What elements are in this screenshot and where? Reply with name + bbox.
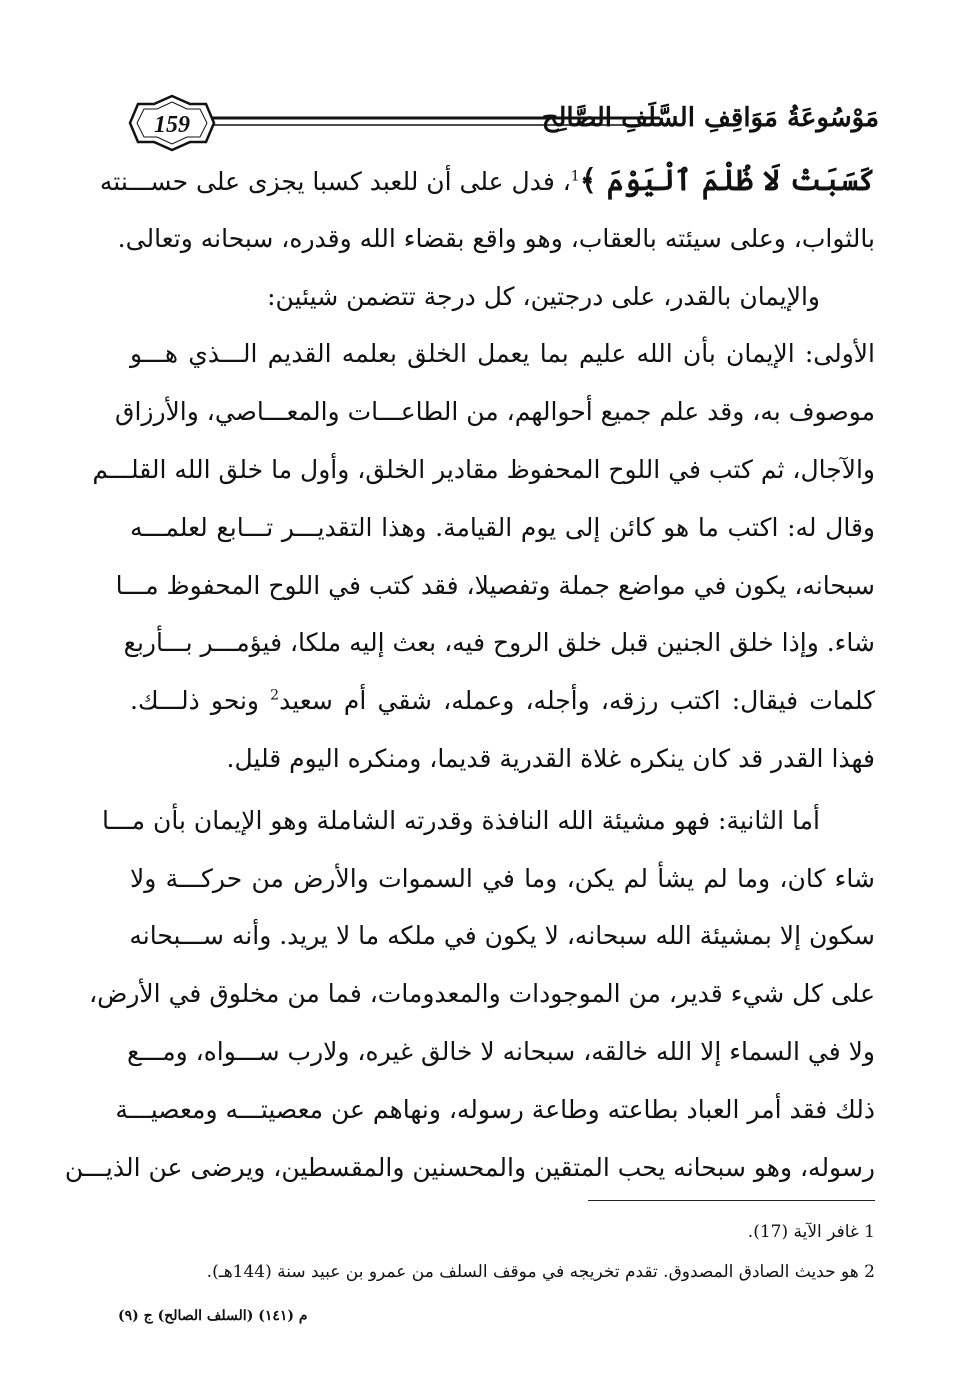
footnote-1-mark: 1	[864, 1222, 875, 1242]
text-line-8: سبحانه، يكون في مواضع جملة وتفصيلا، فقد كتب في اللوح المحفوظ مـــا	[115, 570, 875, 600]
text-line-15: على كل شيء قدير، من الموجودات والمعدومات، فما من مخلوق في الأرض،	[89, 979, 875, 1009]
text-line-10-tail: ونحو ذلـــك.	[130, 686, 271, 716]
text-line-7: وقال له: اكتب ما هو كائن إلى يوم القيامة. وهذا التقديـــر تـــابع لعلمـــه	[130, 512, 875, 542]
quran-verse: كَسَبَتْ لَا ظُلْمَ ٱلْيَوْمَ ﴾	[579, 163, 875, 197]
text-line-6: والآجال، ثم كتب في اللوح المحفوظ مقادير الخلق، وأول ما خلق الله القلـــم	[92, 454, 875, 484]
text-line-17: ذلك فقد أمر العباد بطاعته وطاعة رسوله، ونهاهم عن معصيتـــه ومعصيـــة	[115, 1094, 875, 1124]
footnote-ref-1: 1	[570, 168, 580, 185]
main-text	[64, 152, 876, 1196]
footnote-1-text: غافر الآية (17).	[747, 1222, 865, 1242]
text-line-4: الأولى: الإيمان بأن الله عليم بما يعمل الخلق بعلمه القديم الـــذي هـــو	[130, 339, 875, 369]
page-number: 159	[154, 111, 190, 138]
text-line-9: شاء. وإذا خلق الجنين قبل خلق الروح فيه، بعث إليه ملكا، فيؤمـــر بـــأربع	[123, 628, 875, 658]
text-line-14: سكون إلا بمشيئة الله سبحانه، لا يكون في ملكه ما لا يريد. وأنه ســـبحانه	[129, 921, 875, 951]
text-line-12: أما الثانية: فهو مشيئة الله النافذة وقدرته الشاملة وهو الإيمان بأن مـــا	[102, 805, 820, 835]
footnote-ref-2: 2	[270, 687, 280, 704]
printer-signature: م (١٤١) (السلف الصالح) ج (٩)	[118, 1308, 308, 1324]
page-header	[0, 0, 974, 160]
text-line-10	[130, 672, 875, 730]
footnote-divider	[588, 1200, 875, 1201]
footnote-2-text: هو حديث الصادق المصدوق. تقدم تخريجه في موقف السلف من عمرو بن عبيد سنة (144هـ).	[206, 1262, 865, 1282]
text-line-10-head: كلمات فيقال: اكتب رزقه، وأجله، وعمله، شقي أم سعيد	[279, 686, 876, 716]
text-line-2: بالثواب، وعلى سيئته بالعقاب، وهو واقع بقضاء الله وقدره، سبحانه وتعالى.	[117, 223, 875, 253]
text-line-18: رسوله، وهو سبحانه يحب المتقين والمحسنين والمقسطين، ويرضى عن الذيـــن	[64, 1152, 875, 1182]
footnote-2-mark: 2	[864, 1262, 875, 1282]
text-line-11: فهذا القدر قد كان ينكره غلاة القدرية قديما، ومنكره اليوم قليل.	[226, 743, 875, 773]
footnote-2	[130, 1252, 875, 1292]
text-line-3: والإيمان بالقدر، على درجتين، كل درجة تتضمن شيئين:	[267, 281, 820, 311]
text-line-1	[99, 152, 875, 210]
footnotes	[130, 1212, 875, 1292]
text-line-5: موصوف به، وقد علم جميع أحوالهم، من الطاعـــات والمعـــاصي، والأرزاق	[115, 397, 875, 427]
running-title: مَوْسُوعَةُ مَوَاقِفِ السَّلَفِ الصَّالِح	[541, 103, 879, 133]
text-line-13: شاء كان، وما لم يشأ لم يكن، وما في السموات والأرض من حركـــة ولا	[130, 863, 875, 893]
text-line-16: ولا في السماء إلا الله خالقه، سبحانه لا خالق غيره، ولارب ســـواه، ومـــع	[126, 1036, 875, 1066]
text-line-1-tail: ، فدل على أن للعبد كسبا يجزى على حســـنته	[99, 167, 571, 196]
footnote-1	[130, 1212, 875, 1252]
